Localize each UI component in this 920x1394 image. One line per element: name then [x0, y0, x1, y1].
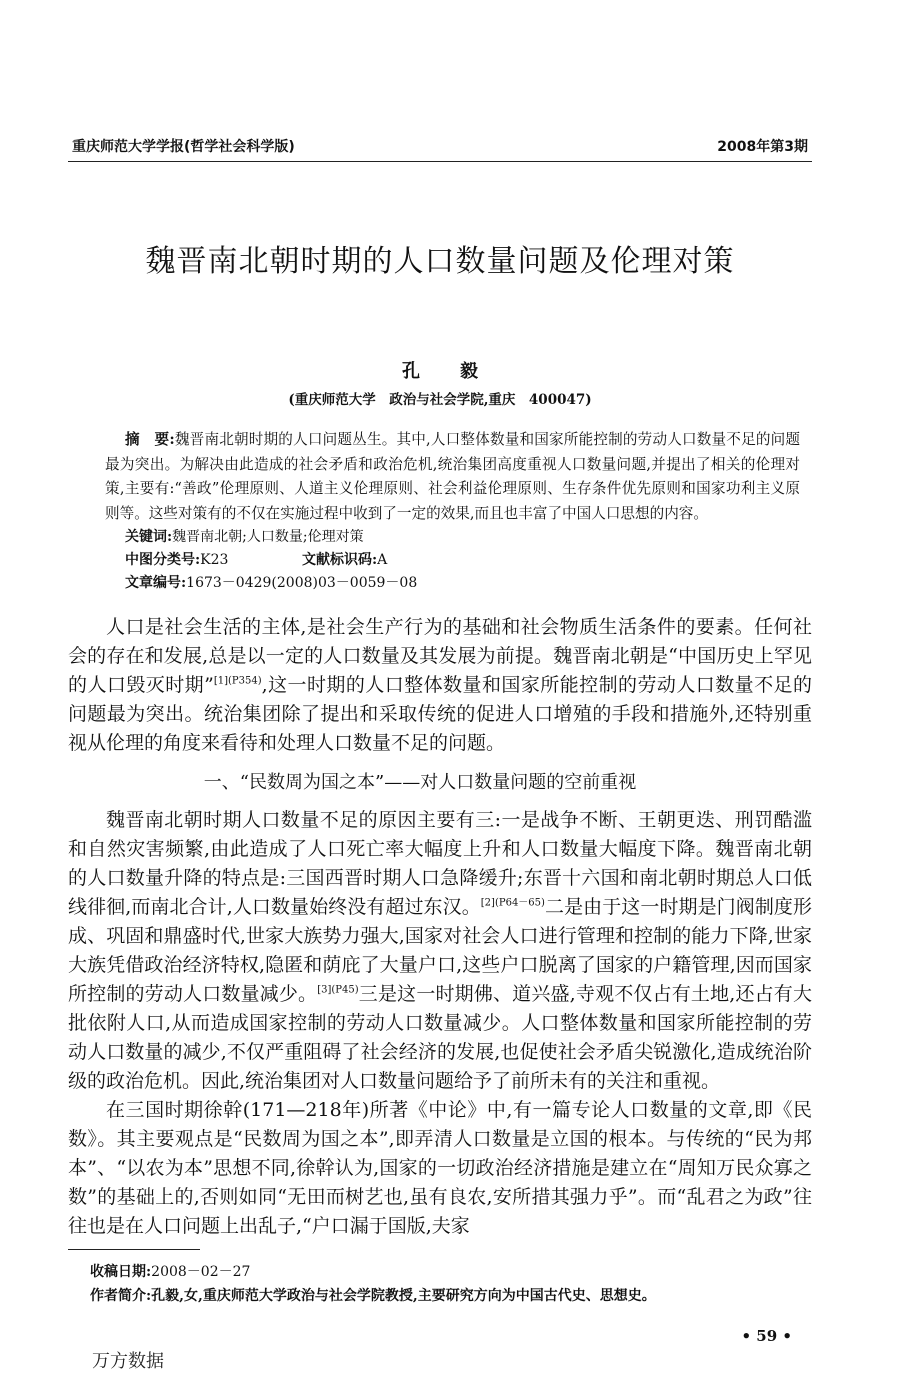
clc-label: 中图分类号: — [125, 552, 201, 568]
text: 魏晋南北朝时期人口数量不足的原因主要有三:一是战争不断、王朝更迭、刑罚酷滥和自然灾害频繁,由此造成了人口死亡率大幅度上升和人口数量大幅度下降。魏晋南北朝的人口数量升降的特点是:三国西晋时期人口急降缓升;东晋十六国和南北朝时期总人口低线徘徊,而南北合计,人口数量始终没有超过东汉。 — [68, 809, 812, 918]
page — [68, 0, 812, 1394]
abstract — [105, 428, 800, 526]
text: 三是这一时期佛、道兴盛,寺观不仅占有土地,还占有大批依附人口,从而造成国家控制的劳动人口数量减少。人口整体数量和国家所能控制的劳动人口数量的减少,不仅严重阻碍了社会经济的发展,也促使社会矛盾尖锐激化,造成统治阶级的政治危机。因此,统治集团对人口数量问题给予了前所未有的关注和重视。 — [68, 983, 812, 1092]
article-no-label: 文章编号: — [125, 575, 187, 591]
received-value: 2008－02－27 — [151, 1264, 251, 1280]
received-label: 收稿日期: — [90, 1264, 152, 1280]
article-no-value: 1673－0429(2008)03－0059－08 — [186, 575, 418, 591]
abstract-text: 魏晋南北朝时期的人口问题丛生。其中,人口整体数量和国家所能控制的劳动人口数量不足的问题最为突出。为解决由此造成的社会矛盾和政治危机,统治集团高度重视人口数量问题,并提出了相关的伦理对策,主要有:“善政”伦理原则、人道主义伦理原则、社会利益伦理原则、生存条件优先原则和国家功利主义原则等。这些对策有的不仅在实施过程中收到了一定的效果,而且也丰富了中国人口思想的内容。 — [105, 431, 800, 522]
header-rule — [68, 161, 812, 162]
document-code — [302, 549, 387, 572]
citation: [1](P354) — [213, 675, 262, 687]
text: 人口是社会生活的主体,是社会生产行为的基础和社会物质生活条件的要素。任何社会的存在和发展,总是以一定的人口数量及其发展为前提。魏晋南北朝是“中国历史上罕见的人口毁灭时期” — [68, 616, 812, 696]
text: 二是由于这一时期是门阀制度形成、巩固和鼎盛时代,世家大族势力强大,国家对社会人口进行管理和控制的能力下降,世家大族凭借政治经济特权,隐匿和荫庇了大量户口,这些户口脱离了国家的户籍管理,因而国家所控制的劳动人口数量减少。 — [68, 896, 812, 1005]
citation: [2](P64－65) — [480, 897, 545, 909]
text: ,这一时期的人口整体数量和国家所能控制的劳动人口数量不足的问题最为突出。统治集团除了提出和采取传统的促进人口增殖的手段和措施外,还特别重视从伦理的角度来看待和处理人口数量不足的问题。 — [68, 674, 813, 754]
author-name: 孔毅 — [402, 361, 518, 382]
author-affiliation: (重庆师范大学 政治与社会学院,重庆 400047) — [288, 392, 592, 408]
watermark: 万方数据 — [92, 1351, 164, 1372]
article-number — [125, 572, 812, 595]
footnote-rule — [68, 1249, 200, 1250]
article-title: 魏晋南北朝时期的人口数量问题及伦理对策 — [145, 244, 735, 279]
clc-number — [125, 549, 302, 572]
clc-value: K23 — [200, 552, 229, 568]
classification-row — [125, 549, 812, 572]
body-paragraph-1 — [68, 613, 812, 758]
bio-label: 作者简介: — [90, 1288, 152, 1304]
bio-text: 孔毅,女,重庆师范大学政治与社会学院教授,主要研究方向为中国古代史、思想史。 — [151, 1288, 656, 1304]
author-bio — [90, 1284, 812, 1308]
keywords-label: 关键词: — [125, 529, 173, 545]
running-header — [68, 137, 812, 157]
body-paragraph-2 — [68, 806, 812, 1096]
received-date — [90, 1260, 812, 1284]
abstract-label: 摘 要: — [125, 431, 175, 448]
keywords-text: 魏晋南北朝;人口数量;伦理对策 — [172, 529, 364, 545]
body-paragraph-3: 在三国时期徐幹(171—218年)所著《中论》中,有一篇专论人口数量的文章,即《民数》。其主要观点是“民数周为国之本”,即弄清人口数量是立国的根本。与传统的“民为邦本”、“以农为本”思想不同,徐幹认为,国家的一切政治经济措施是建立在“周知万民众寡之数”的基础上的,否则如同“无田而树艺也,虽有良农,安所措其强力乎”。而“乱君之为政”往往也是在人口问题上出乱子,“户口漏于国版,夫家 — [68, 1099, 812, 1237]
doc-code-value: A — [377, 552, 388, 568]
issue-number: 2008年第3期 — [717, 139, 808, 155]
section-heading: 一、“民数周为国之本”——对人口数量问题的空前重视 — [203, 772, 637, 793]
doc-code-label: 文献标识码: — [302, 552, 378, 568]
journal-name: 重庆师范大学学报(哲学社会科学版) — [72, 139, 295, 155]
keywords — [125, 526, 812, 549]
page-number: • 59 • — [741, 1327, 792, 1345]
citation: [3](P45) — [317, 984, 359, 996]
